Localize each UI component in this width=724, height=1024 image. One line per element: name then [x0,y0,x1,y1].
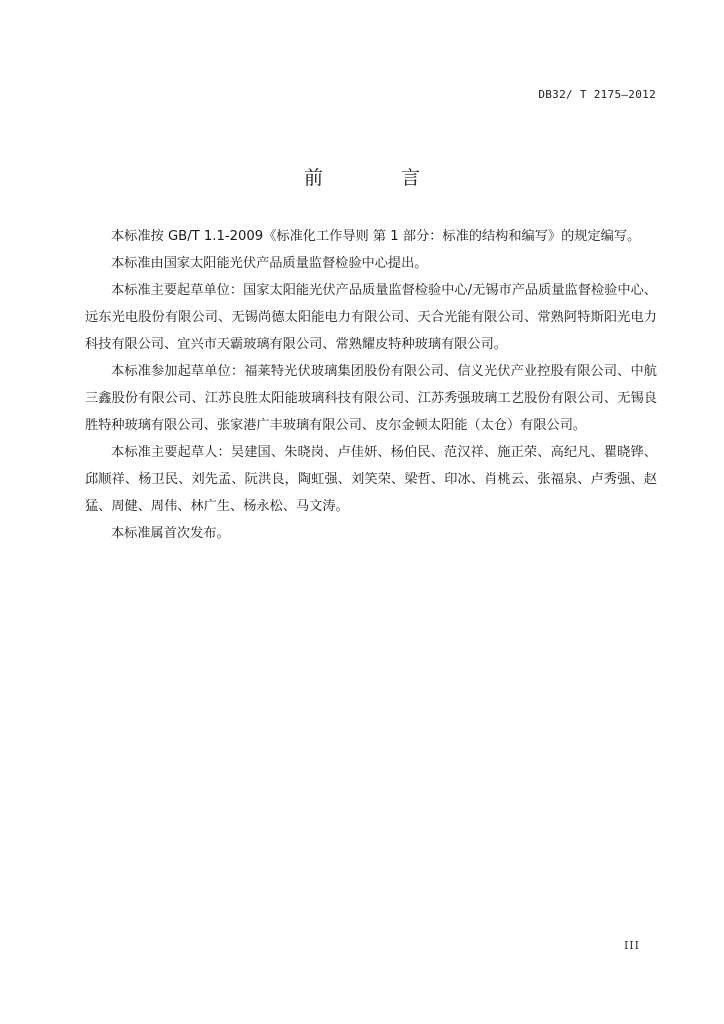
page-title: 前 言 [303,167,457,189]
paragraph-main-drafting-units: 本标准主要起草单位：国家太阳能光伏产品质量监督检验中心/无锡市产品质量监督检验中心、远东光电股份有限公司、无锡尚德太阳能电力有限公司、天合光能有限公司、常熟阿特斯阳光电力科技有限公司、宜兴市天霸玻璃有限公司、常熟耀皮特种玻璃有限公司。 [85,283,657,352]
paragraph-drafting-rules: 本标准按 GB/T 1.1-2009《标准化工作导则 第 1 部分：标准的结构和编写》的规定编写。 [111,229,641,244]
paragraph-proposer: 本标准由国家太阳能光伏产品质量监督检验中心提出。 [111,256,428,271]
paragraph-main-drafters: 本标准主要起草人：吴建国、朱晓岗、卢佳妍、杨伯民、范汉祥、施正荣、高纪凡、瞿晓铧、邱顺祥、杨卫民、刘先孟、阮洪良，陶虹强、刘笑荣、梁哲、印冰、肖桃云、张福泉、卢秀强、赵猛、周健、周伟、林广生、杨永松、马文涛。 [85,445,657,514]
page-number: III [623,939,640,952]
paragraph-participating-units: 本标准参加起草单位：福莱特光伏玻璃集团股份有限公司、信义光伏产业控股有限公司、中航三鑫股份有限公司、江苏良胜太阳能玻璃科技有限公司、江苏秀强玻璃工艺股份有限公司、无锡良胜特种玻璃有限公司、张家港广丰玻璃有限公司、皮尔金顿太阳能（太仓）有限公司。 [85,364,657,433]
paragraph-first-release: 本标准属首次发布。 [111,526,230,541]
foreword-body [85,223,657,547]
standard-code: DB32/ T 2175—2012 [538,88,656,101]
